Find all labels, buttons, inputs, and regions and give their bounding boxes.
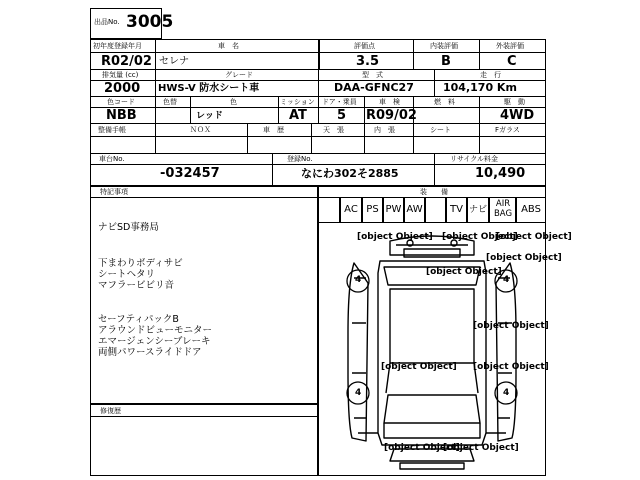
equip-aw-label: AW (406, 204, 423, 215)
damage-mark: [object Object] (473, 321, 549, 331)
plate-label: 登録No. (287, 155, 313, 163)
lot-label: 出品No. (94, 18, 120, 26)
color-value: レッド (196, 111, 223, 121)
equip-tv-label: TV (450, 204, 463, 215)
doors-label: ドア・乗員 (322, 98, 357, 106)
nox-label: ＮＯＸ (190, 126, 211, 134)
plate-value: なにわ302そ2885 (301, 167, 399, 180)
tire-rear-right-value: 4 (503, 388, 510, 398)
exterior-score-value: C (507, 54, 517, 69)
repair-panel (90, 404, 318, 476)
displacement-label: 排気量 (cc) (102, 71, 139, 79)
first-reg-value: R02/02 (101, 54, 152, 69)
model-value: セレナ (159, 56, 189, 67)
note-line: シートヘタリ (98, 269, 156, 280)
equip-abs-label: ABS (521, 204, 541, 215)
fuel-label: 燃 料 (434, 98, 455, 106)
first-reg-label: 初年度登録年月 (93, 42, 142, 50)
tire-rear-left-value: 4 (355, 388, 362, 398)
equip-blank2 (425, 197, 446, 223)
note-line: 下まわりボディサビ (98, 258, 183, 269)
equip-airbag-label: AIR BAG (493, 199, 513, 219)
damage-mark: [object Object] (473, 362, 549, 372)
drive-label: 駆 動 (504, 98, 525, 106)
damage-mark: [object Object] (426, 267, 502, 277)
note-line: エマージェンシーブレーキ (98, 336, 211, 347)
notes-title: 特記事項 (100, 188, 128, 196)
color-code-value: NBB (106, 108, 137, 123)
recycle-value: 10,490 (475, 166, 526, 181)
damage-mark: [object Object] (486, 253, 562, 263)
type-value: DAA-GFNC27 (334, 81, 414, 94)
glass-label: Fガラス (495, 126, 520, 134)
maintenance-label: 整備手帳 (98, 126, 126, 134)
inspection-value: R09/02 (366, 108, 417, 123)
mileage-value: 104,170 Km (443, 81, 517, 94)
history-label: 車 歴 (263, 126, 284, 134)
equip-ac-label: AC (344, 204, 358, 215)
grade-value: HWS-V 防水シート車 (158, 83, 260, 94)
displacement-value: 2000 (104, 81, 141, 96)
score-value: 3.5 (356, 54, 380, 69)
transmission-value: AT (289, 108, 307, 123)
damage-mark: [object Object] (443, 443, 519, 453)
equipment-title: 装 備 (420, 188, 448, 196)
color-label: 色 (230, 98, 237, 106)
damage-mark: [object Object] (442, 232, 518, 242)
note-line: マフラービビリ音 (98, 280, 175, 291)
chassis-value: -032457 (160, 166, 220, 181)
sunroof-label: 天 張 (323, 126, 344, 134)
color-tone-label: 色替 (163, 98, 177, 106)
equip-blank (318, 197, 340, 223)
damage-mark: [object Object] (381, 362, 457, 372)
equip-pw-label: PW (385, 204, 402, 215)
color-code-label: 色コード (107, 98, 135, 106)
equip-ps-label: PS (366, 204, 379, 215)
grade-label: グレード (225, 71, 253, 79)
drive-value: 4WD (500, 108, 535, 123)
note-line: アラウンドビューモニター (98, 325, 213, 336)
recycle-label: リサイクル料金 (450, 155, 499, 163)
notes-panel (90, 186, 318, 404)
transmission-label: ミッション (280, 98, 315, 106)
note-line: 両側パワースライドドア (98, 347, 202, 358)
interior-top-label: 内 張 (374, 126, 395, 134)
inspection-label: 車 検 (379, 98, 400, 106)
type-label: 型 式 (362, 71, 383, 79)
damage-mark: [object Object] (357, 232, 433, 242)
seat-label: シート (430, 126, 451, 134)
tire-front-right-value: 4 (503, 275, 510, 285)
equip-navi-label: ナビ (468, 205, 487, 215)
mileage-label: 走 行 (480, 71, 501, 79)
note-line: セーフティパックB (98, 314, 179, 325)
lot-number: 3005 (126, 12, 174, 32)
damage-mark: [object Object] (384, 443, 460, 453)
score-label: 評価点 (354, 42, 375, 50)
exterior-score-label: 外装評価 (496, 42, 524, 50)
chassis-label: 車台No. (99, 155, 125, 163)
model-label: 車 名 (218, 42, 239, 50)
note-line: ナビSD事務局 (98, 222, 159, 233)
interior-score-label: 内装評価 (430, 42, 458, 50)
doors-value: 5 (337, 108, 347, 123)
damage-mark: [object Object] (496, 232, 572, 242)
repair-title: 修復歴 (100, 407, 121, 415)
interior-score-value: B (441, 54, 451, 69)
tire-front-left-value: 4 (355, 275, 362, 285)
